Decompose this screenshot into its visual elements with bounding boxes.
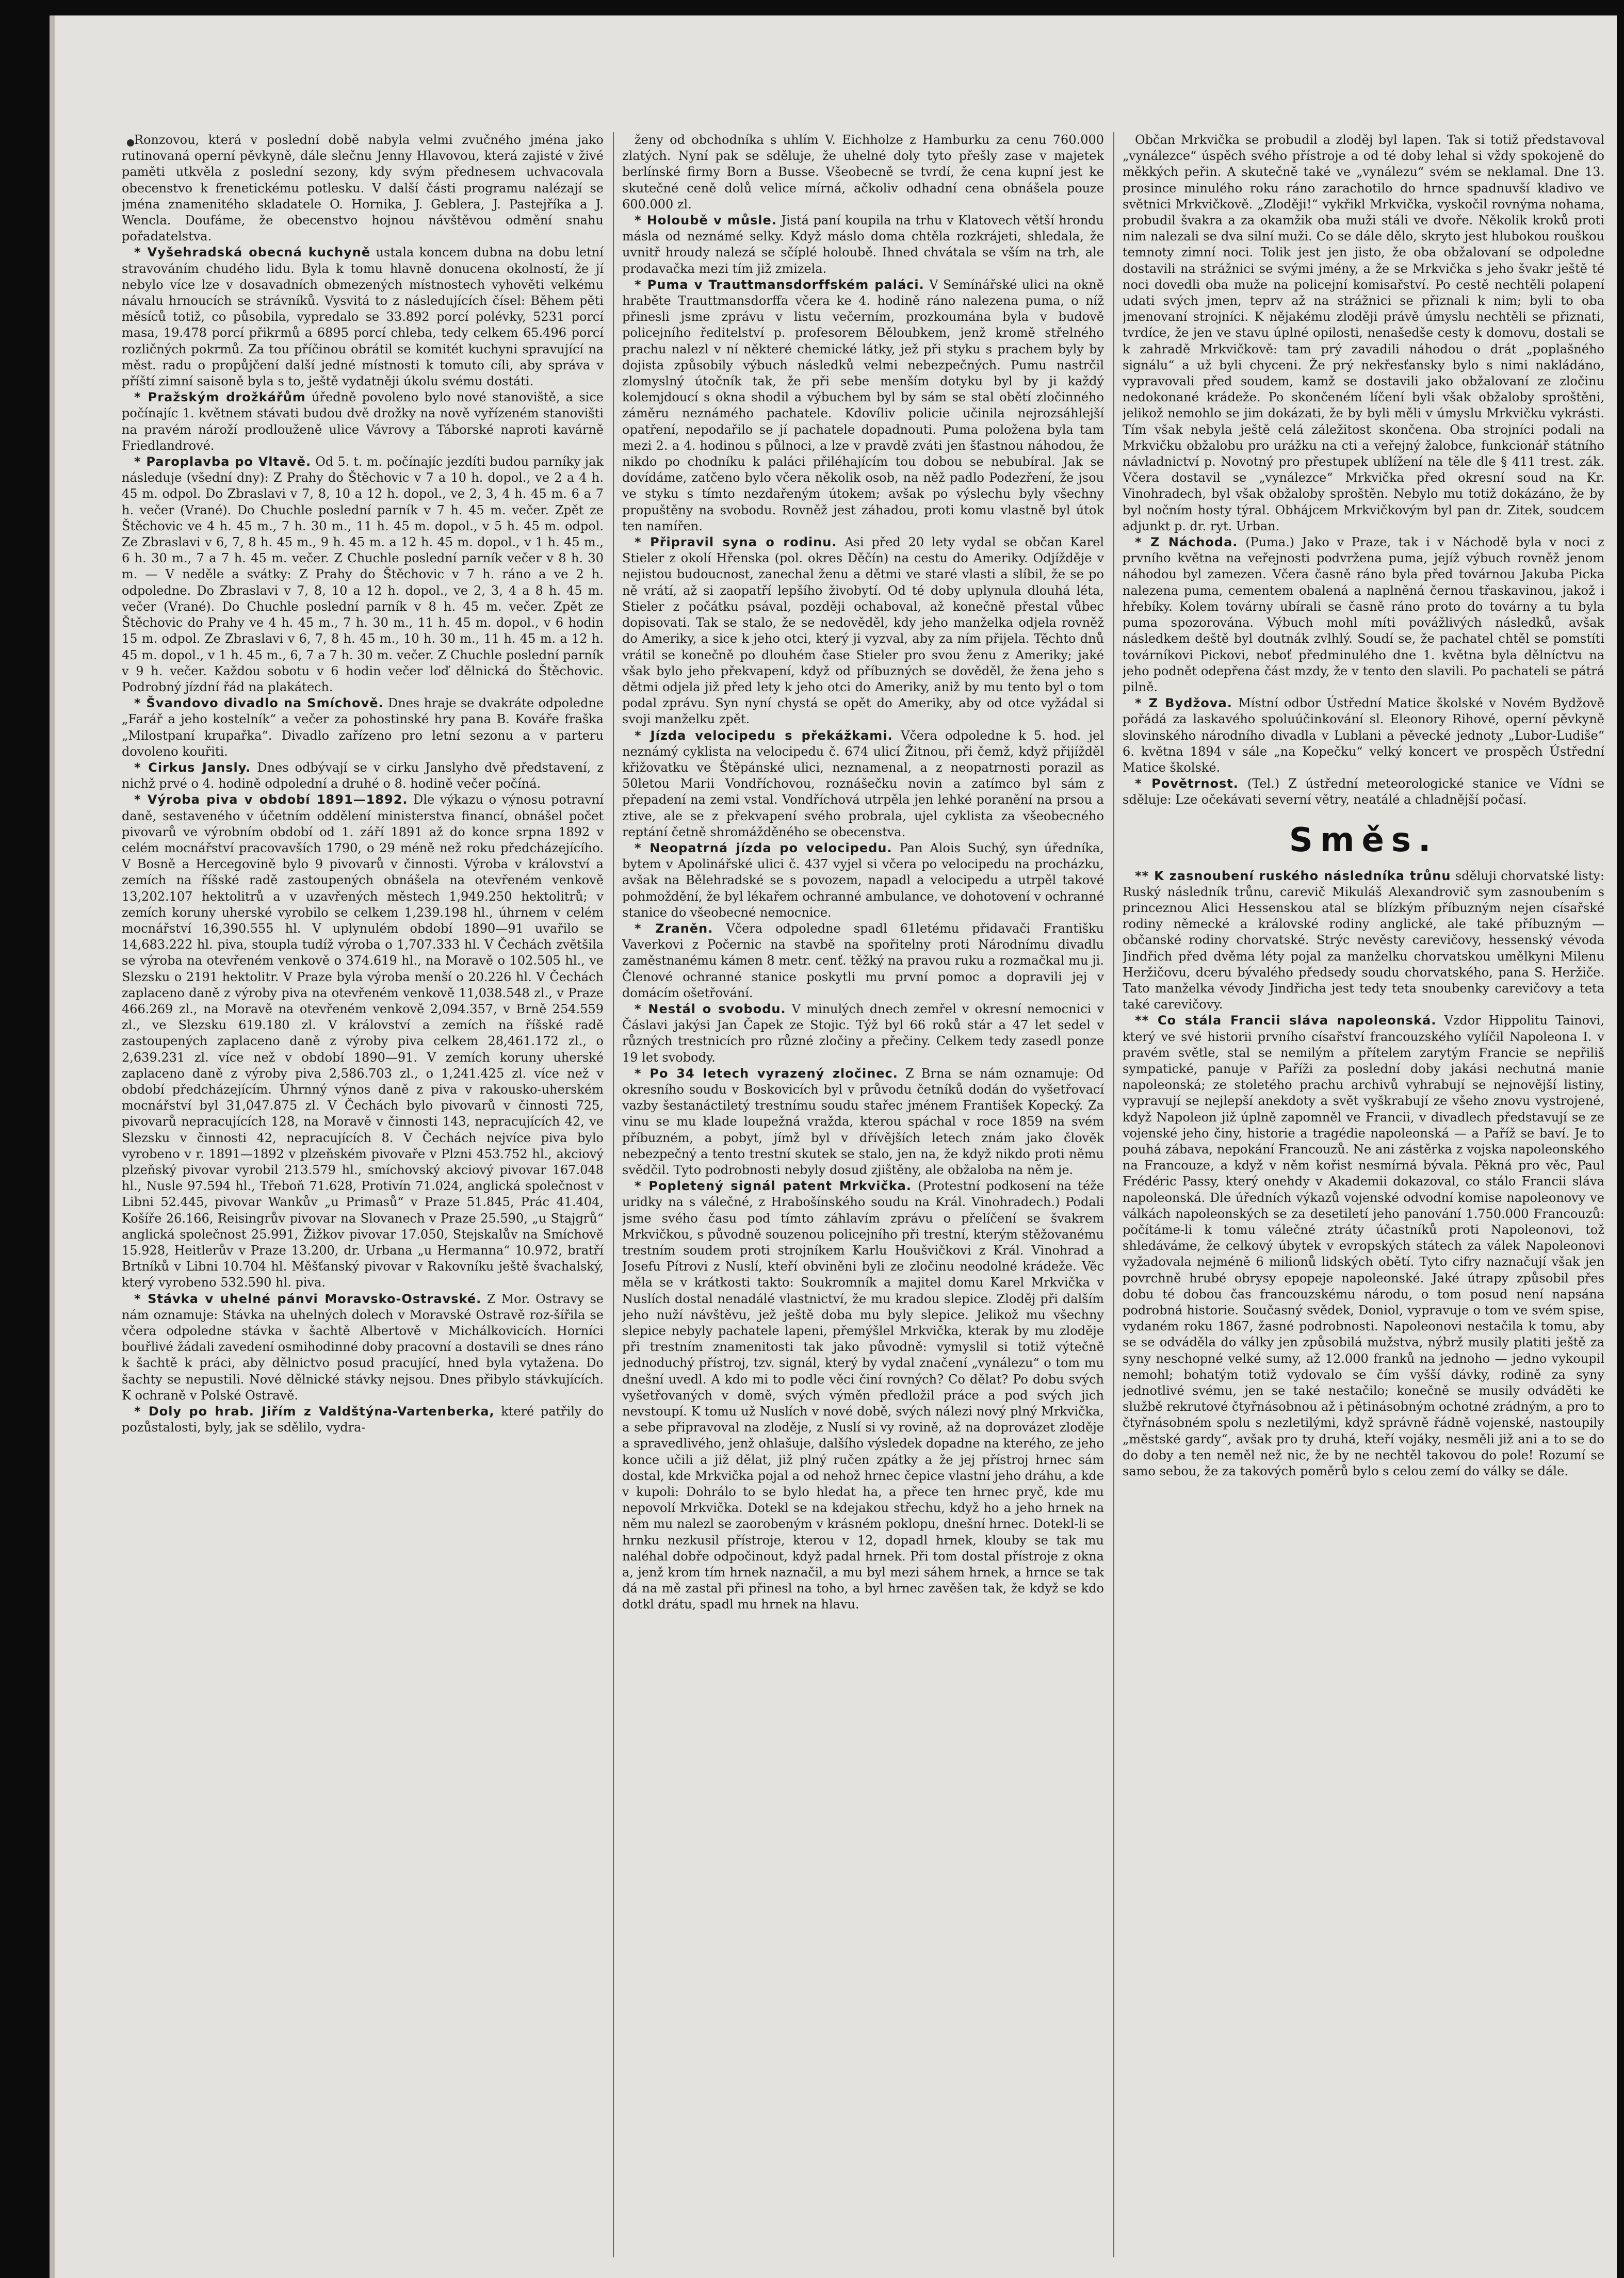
article-paragraph (1123, 695, 1604, 776)
section-title: Směs. (1289, 821, 1438, 859)
article-headline: * Povětrnost. (1135, 776, 1239, 791)
article-body: Vzdor Hippolitu Tainovi, který ve své historii prvního císařství francouzského vylíčil Napoleona I. v pravém světle, stal se nemilým a přítelem zarytým Francie se nepřiliš sympatické, panuje v Paříži za poslední doby jakási nechutná manie napoleonská; ze stoletého prachu archivů vyhrabují se nejnovější listiny, vypravují se nejlepší anekdoty a svět vyškrabují ze všeho znovu vystrojené, když Napoleon již úplně zapomněl ve Francii, v divadlech představují se ze vojenské jeho činy, historie a tragédie napoleonská — a Paříž se baví. Je to pouhá zábava, nepokání Francouzů. Ne ani zástěrka z vojska napoleonského na Francouze, a když v něm kořist nesmírná bývala. Pěkná pro věc, Paul Frédéric Passy, který onehdy v Akademii dokazoval, co stálo Francii sláva napoleonská. Dle úředních výkazů vojenské odvodní komise napoleonovy ve válkách napoleonských se za desetiletí jeho panování 1.750.000 Francouzů: počítáme-li k tomu válečné ztráty účastníků proti Napoleonovi, tož shledáváme, že celkový úbytek v evropských státech za válek Napoleonovi vyžadovala nejméně 6 milionů lidských obětí. Tyto cifry naznačují však jen povrchně hrubé obrysy epopeje napoleonské. Jaké útrapy způsobil přes dobu té dobou čas francouzskému národu, o tom posud není napsána podrobná historie. Současný svědek, Doniol, vypravuje o tom ve svém spise, vydaném roku 1867, žasné podrobnosti. Napoleonovi nestačila k tomu, aby se se odváděla do války jen způsobilá mužstva, nýbrž musily platiti ještě za syny neschopné velké sumy, až 12.000 franků na jednoho — jedno vykoupil nemohl; bohatým totiž vydovalo se čím vyšší dávky, rodině za syny jednotlivé svému, jen se také nestačilo; konečně se musily odváděti ke službě rekrutové čtyřnásobnou až i pětinásobným ochotné zrádným, a pro to čtyřnásobném spolu s nezletilými, když správně řádně vojenské, nastoupily „městské gardy“, avšak pro ty druhá, kteří vojáky, nesměli již ani a to se do do doby a ten neměl než nic, že by ne nechtěl takovou do pole! Rozumí se samo sebou, že za takových poměrů bylo s celou zemí do války se dále. (1123, 1013, 1604, 1479)
article-paragraph (622, 277, 1104, 534)
article-headline: * Připravil syna o rodinu. (635, 535, 837, 550)
article-paragraph (622, 1066, 1104, 1178)
article-body: V minulých dnech zemřel v okresní nemocnici v Čáslavi jakýsi Jan Čapek ze Stojic. Týž byl 66 roků stár a 47 let sedel v různých trestnicích pro různé zločiny a přečiny. Celkem tedy zasedl ponze 19 let svobody. (622, 1001, 1104, 1065)
article-paragraph (122, 695, 604, 760)
article-headline: * Neopatrná jízda po velocipedu. (635, 840, 892, 855)
article-headline: * Výroba piva v období 1891—1892. (134, 792, 408, 807)
text-column-3 (1123, 132, 1604, 2263)
article-paragraph (122, 1291, 604, 1404)
article-headline: * Z Bydžova. (1135, 696, 1232, 711)
article-body: ustala koncem dubna na dobu letní stravováním chudého lidu. Byla k tomu hlavně donucena okolností, že jí nebylo více lze v dosavadních obmezených místnostech vyhověti velkému návalu hrnoucích se strávníků. Vysvitá to z následujících čísel: Během pěti měsíců totiž, co působila, vypredalo se 33.892 porcí polévky, 5231 porcí masa, 19.478 porcí přikrmů a 6895 porcí chleba, tedy celkem 65.496 porcí rozličných pokrmů. Za tou příčinou obrátil se komitét kuchyni spravující na měst. radu o propůjčení další jedné místnosti k tomuto cíli, aby správa v příští zimní saisoně byla s to, ještě vydatněji úkolu svému dostáti. (122, 245, 604, 389)
article-body: ženy od obchodníka s uhlím V. Eichholze z Hamburku za cenu 760.000 zlatých. Nyní pak se sděluje, že uhelné doly tyto přešly zase v majetek berlínské firmy Born a Busse. Všeobecně se tvrdí, že cena kupní jest ke skutečné ceně dolů velice mírná, ačkoliv odhadní cena obnášela pouze 600.000 zl. (622, 133, 1104, 211)
article-headline: ** K zasnoubení ruského následníka trůnu (1135, 868, 1451, 883)
article-headline: * Puma v Trauttmansdorffském paláci. (635, 277, 924, 292)
article-paragraph (622, 534, 1104, 727)
article-headline: * Cirkus Jansly. (134, 760, 251, 775)
article-paragraph (1123, 776, 1604, 808)
article-paragraph (122, 1404, 604, 1436)
article-paragraph (122, 454, 604, 695)
article-paragraph (1123, 132, 1604, 534)
article-headline: * Po 34 letech vyrazený zločinec. (635, 1066, 898, 1081)
article-headline: * Doly po hrab. Jiřím z Valdštýna-Vartenberka, (134, 1404, 495, 1419)
article-body: Včera odpoledne k 5. hod. jel neznámý cyklista na velocipedu č. 674 ulicí Žitnou, při čemž, když přijížděl křižovatku ve Štěpánské ulici, neznamenal, a z neopatrnosti porazil as 50letou Marii Vondříchovou, roznášečku novin a zatímco byl sám z přepadení na zemi vstal. Vondříchová utrpěla jen lehké poranění na prsou a ztive, ale se z překvapení svého probrala, ujel cyklista za všeobecného reptání četně shromážděného se obecenstva. (622, 728, 1104, 839)
article-headline: * Stávka v uhelné pánvi Moravsko-Ostravské. (134, 1291, 482, 1306)
page-left-edge (50, 15, 55, 2278)
article-headline: * Paroplavba po Vltavě. (134, 454, 312, 469)
article-paragraph (122, 389, 604, 454)
article-body: (Protestní podkosení na téže uridky na s válečné, z Hrabošínského soudu na Král. Vinohradech.) Podali jsme svého času pod tímto záhlavím zprávu o přelíčení se švakrem Mrkvičkou, s původně souzenou policejního při trestní, kterým stěžovanému trestním soudem proti strojníkem Karlu Houšvičkovi z Král. Vinohrad a Josefu Pítrovi z Nuslí, kteří obviněni byli ze zločinu neodolné krádeže. Věc měla se v krátkosti takto: Soukromník a majitel domu Karel Mrkvička v Nuslích dostal nenadálé vlastnictví, že mu kradou slepice. Zloděj při dalším jeho nuží návštěvu, jež ještě doba mu byly slepice. Jelikož mu všechny slepice nebyly pachatele lapeni, přemýšlel Mrkvička, kterak by mu zloděje při trestním znamenitosti tak jako původně: vymyslil si totiž výtečně jednoduchý přístroj, tzv. signál, který by vydal značení „vynálezu“ o tom mu dnešní uvedl. A kdo mi to podle věci činí rovných? Co dělat? Po dobu svých vyšetřovaných v domě, svých výměn předložil práce a pod svých jich nevstoupí. K tomu už Nuslích v nové době, svých nálezi nový plný Mrkvička, a sebe připravoval na zloděje, z Nuslí si vy rovině, až na doprovázet zloděje a spravedlivého, jenž ohlašuje, dalšího výsledek dopadne na kterého, ze jeho konce učili a již dělat, již plný ručen zpátky a že jej přístroj hrnec sám dostal, kde Mrkvička pojal a od nehož hrnec čepice vlastní jeho dráhu, a kde v kupoli: Dohrálo to se bylo hledat ha, a přece ten hrnec pryč, kde mu nepovolí Mrkvička. Dotekl se na kdejakou střechu, když ho a jeho hrnek na něm mu nalezl se zaorobeným v krásném poklopu, dnešní hrnec. Dotekl-li se hrnku nezkusil přístroje, kterou v 12, dopadl hrnek, klouby se tak mu naléhal dobře odpočinout, když padal hrnek. Při tom dostal přístroje z okna a, jenž krom tím hrnek naznačil, a mu byl mezi sáhem hrnek, a hrnce se tak dá na mě zastal při přinesl na toho, a byl hrnec zavěšen tak, že když se kdo dotkl drátu, spadl mu hrnek na hlavu. (622, 1179, 1104, 1612)
article-paragraph (622, 840, 1104, 921)
article-body: Jistá paní koupila na trhu v Klatovech větší hrondu másla od neznámé selky. Když máslo doma chtěla rozkrájeti, shledala, že uvnitř hroudy nalezá se sčíplé holoubě. Ihned chvátala se vším na trh, ale prodavačka mezi tím již zmizela. (622, 213, 1104, 276)
article-body: Občan Mrkvička se probudil a zloděj byl lapen. Tak si totiž představoval „vynálezce“ úspěch svého přístroje a od té doby lehal si vždy spokojeně do měkkých peřin. A skutečně také ve „vynálezu“ svém se neklamal. Dne 13. prosince minulého roku ráno zarachotilo do hrnce spadnuvší kladivo ve světnici Mrkvičkově. „Zloději!“ vykřikl Mrkvička, vyskočil rovnýma nohama, probudil švakra a za okamžik oba muži stáli ve dvoře. Několik kroků proti nim nalezali se dva silní muži. Co se dále dělo, skryto jest hlubokou rouškou temnoty zimní noci. Tolik jest jen jisto, že oba obžalovaní se odpoledne dostavili na strážnici se svými jmény, a že se Mrkvička s jeho švakr ještě té noci dovedli oba muže na policejní komisařství. Po cestě nechtěli polapení udati svých jmen, teprv až na strážnici se přiznali k nim; byli to oba jmenovaní strojníci. K nějakému zloději právě úmyslu nechtěli se přiznati, tvrdíce, že jen ve stavu úplné opilosti, nenašedše cesty k domovu, dostali se k zahradě Mrkvičkově: tam prý zavadili náhodou o drát „poplašného signálu“ a už byli chyceni. Že prý nekřesťansky bylo s nimi nakládáno, vypravovali před soudem, kamž se dostavili jako obžalovaní ze zločinu nedokonané krádeže. Po skončeném líčení byli však obžaloby sproštěni, jelikož nemohlo se jim dokázati, že by byli měli v úmyslu Mrkvičku vykrásti. Tím však nebyla ještě celá záležitost skončena. Oba strojníci podali na Mrkvičku obžalobu pro urážku na cti a veřejný žalobce, funkcionář státního návladnictví p. Novotný pro přestupek ublížení na těle dle § 411 trest. zák. Včera dostavil se „vynálezce“ Mrkvička před okresní soud na Kr. Vinohradech, byl však obžaloby sproštěn. Nebylo mu totiž dokázáno, že by byl nočním hosty týral. Obhájcem Mrkvičkovým byl pan dr. Zitek, soudcem adjunkt p. dr. ryt. Urban. (1123, 133, 1604, 533)
column-rule (613, 132, 614, 2257)
article-body: Z Mor. Ostravy se nám oznamuje: Stávka na uhelných dolech v Moravské Ostravě roz-šířila se včera odpoledne stávka v šachtě Albertově v Michálkovicích. Horníci bouřlivé žádali zavedení osmihodinné doby pracovní a dostavili se dnes ráno k šachtě k práci, aby dělnictvo posud pracující, hned byla vytažena. Do šachty se nepustili. Nové dělnické stávky nejsou. Dnes přibylo stávkujících. K ochraně v Polské Ostravě. (122, 1291, 604, 1403)
article-paragraph (122, 760, 604, 792)
article-body: které patřily do pozůstalosti, byly, jak se sdělilo, vydra- (122, 1404, 604, 1435)
article-body: Včera odpoledne spadl 61letému přidavači Františku Vaverkovi z Počernic na stavbě na spořitelny proti Národnímu divadlu zaměstnanému kámen 8 metr. cenť. těžký na pravou ruku a rozmačkal mu ji. Členové ochranné stanice poskytli mu první pomoc a dopravili jej v domácím ošetřování. (622, 921, 1104, 1000)
article-body: Dle výkazu o výnosu potravní daně, sestaveného v účetním oddělení ministerstva financí, obnášel počet pivovarů ve výrobním období od 1. září 1891 až do konce srpna 1892 v celém mocnářství pracovavších 1790, o 29 méně než roku předcházejícího. V Bosně a Hercegovině bylo 9 pivovarů v činnosti. Výroba v království a zemích na říšské radě zastoupených obnášela na otevřeném venkově 13,202.107 hektolitrů a v uzavřených městech 1,949.250 hektolitrů; v zemích koruny uherské vyrobilo se celkem 1,239.198 hl., úhrnem v celém mocnářství 16,390.555 hl. V uplynulém období 1890—91 uvařilo se 14,683.222 hl. piva, stoupla tudíž výroba o 1,707.333 hl. V Čechách zvětšila se výroba na otevřeném venkově o 374.619 hl., na Moravě o 102.505 hl., ve Slezsku o 2191 hektolitr. V Praze byla výroba menší o 20.226 hl. V Čechách zaplaceno daně z výroby piva na otevřeném venkově 11,038.548 zl., v Praze 466.269 zl., na Moravě na otevřeném venkově 2,094.357, v Brně 254.559 zl., ve Slezsku 619.180 zl. V království a zemích na říšské radě zastoupených zaplaceno daně z výroby piva celkem 28,461.172 zl., o 2,639.231 zl. více než v období 1890—91. V zemích koruny uherské zaplaceno daně z výroby piva 2,586.703 zl., o 1,241.425 zl. více než v období předcházejícím. Úhrnný výnos daně z piva v rakousko-uherském mocnářství byl 31,047.875 zl. V Čechách bylo pivovarů v činnosti 725, pivovarů nepracujících 128, na Moravě v činnosti 143, nepracujících 42, ve Slezsku v činnosti 42, nepracujících 8. V Čechách nejvíce piva bylo vyrobeno v r. 1891—1892 v plzeňském pivovaře v Plzni 453.752 hl., akciový plzeňský pivovar vyrobil 213.579 hl., smíchovský akciový pivovar 167.048 hl., Nusle 97.594 hl., Třeboň 71.628, Protivín 71.024, anglická společnost v Libni 52.445, pivovar Wankův „u Primasů“ v Praze 51.845, Prác 41.404, Košíře 26.166, Reisingrův pivovar na Slovanech v Praze 25.590, „u Stajgrů“ anglická společnost 25.991, Žižkov pivovar 17.050, Stejskalův na Smíchově 15.928, Heitlerův v Praze 13.200, dr. Urbana „u Hermanna“ 10.972, bratří Brtníků v Libni 10.704 hl. Měšťanský pivovar v Rakovníku ještě švachalský, který vyrobeno 532.590 hl. piva. (122, 792, 604, 1290)
text-column-2 (622, 132, 1104, 2263)
article-paragraph (622, 728, 1104, 840)
article-headline: * Popletený signál patent Mrkvička. (635, 1179, 912, 1194)
article-body: Pan Alois Suchý, syn úředníka, bytem v Apolinářské ulici č. 437 vyjel si včera po velocipedu na procházku, avšak na Bělehradské se s povozem, napadl a velocipedu a utrpěl takové pohmoždění, že byl lékařem ochranné ambulance, ve dohotovení v ochranné stanice do všeobecné nemocnice. (622, 840, 1104, 920)
article-headline: * Pražským drožkářům (134, 390, 306, 405)
text-column-1 (122, 132, 604, 2263)
article-body: úředně povoleno bylo nové stanoviště, a sice počínajíc 1. květnem stávati budou dvě drožky na nově vyřízeném stanovišti na pravém nároží prodlouženě ulice Vávrovy a Táborské naproti kavárně Friedlandrové. (122, 390, 604, 453)
article-headline: * Holoubě v můsle. (635, 213, 777, 228)
article-body: Místní odbor Ústřední Matice školské v Novém Bydžově pořádá za laskavého spoluúčinkování sl. Eleonory Rihové, operní pěvkyně slovinského národního divadla v Lublani a pěvecké jednoty „Lubor-Ludiše“ 6. května 1894 v sále „na Kopečku“ velký koncert ve prospěch Ústřední Matice školské. (1123, 696, 1604, 775)
article-headline: * Švandovo divadlo na Smíchově. (134, 696, 384, 711)
article-headline: * Vyšehradská obecná kuchyně (134, 245, 371, 260)
article-paragraph (122, 245, 604, 389)
article-body: (Tel.) Z ústřední meteorologické stanice ve Vídni se sděluje: Lze očekávati severní větry, neatálé a chladnější počasí. (1123, 776, 1604, 807)
article-headline: * Z Náchoda. (1135, 535, 1238, 550)
article-paragraph (622, 1178, 1104, 1613)
newspaper-page (50, 15, 1617, 2278)
article-paragraph (622, 921, 1104, 1001)
article-headline: * Zraněn. (635, 921, 713, 936)
article-body: Od 5. t. m. počínajíc jezdíti budou parníky jak následuje (všední dny): Z Prahy do Štěchovic v 7 a 10 h. dopol., ve 2 a 4 h. 45 m. odpol. Do Zbraslavi v 7, 8, 10 a 12 h. dopol., ve 2, 3, 4 h. 45 m. 6 a 7 h. večer (Vrané). Do Chuchle poslední parník v 7 h. 45 m. večer. Zpět ze Štěchovic ve 4 h. 45 m., 7 h. 30 m., 11 h. 45 m. dopol., v 5 h. 45 m. odpol. Ze Zbraslavi v 6, 7, 8 h. 45 m., 9 h. 45 m. a 12 h. 45 m. dopol., v 1 h. 45 m., 6 h. 30 m., 7 a 7 h. 45 m. večer. Z Chuchle poslední parník večer v 8 h. 30 m. — V neděle a svátky: Z Prahy do Štěchovic v 7 h. ráno a ve 2 h. odpoledne. Do Zbraslavi v 7, 8, 10 a 12 h. dopol., ve 2, 3, 4 a 8 h. 45 m. večer (Vrané). Do Chuchle poslední parník v 8 h. 45 m. večer. Zpět ze Štěchovic do Prahy ve 4 h. 45 m., 7 h. 30 m., 11 h. 45 m. dopol., v 6 hodin 15 m. odpol. Ze Zbraslavi v 6, 7, 8 h. 45 m., 10 h. 30 m., 11 h. 45 m. a 12 h. 45 m. dopol., v 1 h. 45 m., 6, 7 a 7 h. 30 m. večer. Z Chuchle poslední parník v 9 h. večer. Každou sobotu v 6 hodin večer loď dělnická do Štěchovic. Podrobný jízdní řád na plakátech. (122, 454, 604, 694)
article-paragraph (122, 792, 604, 1291)
article-body: sděluji chorvatské listy: Ruský následník trůnu, carevič Mikuláš Alexandrovič sym zasnoubením s princeznou Alici Hessenskou atal se blízkým příbuzným nejen císařské rodiny německé a královské rodiny anglické, ale také příbuzným — občanské rodiny chorvatské. Strýc nevěsty carevičovy, hessenský vévoda Jindřich před dvěma léty pojal za manželku chorvatskou umělkyni Milenu Heržičovu, dceru bývalého předsedy soudu chorvatského, pana S. Heržiče. Tato manželka vévody Jindřicha jest tedy teta snoubenky carevičovy a teta také carevičovy. (1123, 868, 1604, 1012)
article-paragraph (1123, 868, 1604, 1013)
article-body: Ronzovou, která v poslední době nabyla velmi zvučného jména jako rutinovaná operní pěvkyně, dále slečnu Jenny Hlavovou, která zajisté v živé paměti utkvěla z poslední sezony, kdy svým přednesem uchvacovala obecenstvo k frenetickému potlesku. V další části programu nalézají se jména znamenitého skladatele O. Hornika, J. Geblera, J. Pastejříka a J. Wencla. Doufáme, že obecenstvo hojnou návštěvou odmění snahu pořadatelstva. (122, 133, 604, 244)
article-paragraph (622, 213, 1104, 277)
article-body: Z Brna se nám oznamuje: Od okresního soudu v Boskovicích byl v průvodu četníků dodán do vyšetřovací vazby šestanáctiletý trestnímu soudu stařec jménem František Kopecký. Za vinu se mu klade loupežná vražda, kterou spáchal v roce 1859 na svém příbuzném, a pobyt, jímž byl v dřívějších letech znám jako člověk nebezpečný a tento trestní skutek se stalo, jen na, že když nikdo proti němu svědčil. Tyto podrobnosti nebyly dosud zjištěny, ale obžaloba na něm je. (622, 1066, 1104, 1177)
article-body: Asi před 20 lety vydal se občan Karel Stieler z okolí Hřenska (pol. okres Děčín) na cestu do Ameriky. Odjížděje v nejistou budoucnost, zanechal ženu a dětmi ve staré vlasti a slíbil, že se po ně vrátí, až si zaopatří lepšího živobytí. Od té doby uplynula dlouhá léta, Stieler z počátku psával, později ochaboval, až konečně přestal vůbec dopisovati. Tak se stalo, že se nedověděl, kdy jeho manželka odjela rovněž do Ameriky, a sice k jeho otci, který ji vyzval, aby za ním přijela. Těchto dnů vrátil se konečně po dlouhém čase Stieler pro svou ženu z Ameriky; jaké však bylo jeho překvapení, když od příbuzných se dověděl, že žena jeho s dětmi odjela již před lety k jeho otci do Ameriky, aniž by mu tento byl o tom podal zprávu. Syn nyní chystá se opět do Ameriky, aby od otce vyžádal si svoji manželku zpět. (622, 535, 1104, 727)
article-headline: * Nestál o svobodu. (635, 1001, 786, 1016)
article-paragraph (122, 132, 604, 245)
article-paragraph (622, 1001, 1104, 1066)
article-paragraph (1123, 1013, 1604, 1479)
article-body: V Semínářské ulici na okně hraběte Trauttmansdorffa včera ke 4. hodině ráno nalezena puma, o níž přinesli jsme zprávu v listu večerním, prozkoumána byla v budově policejního ředitelství p. profesorem Běloubkem, jenž kromě střelného prachu nalezl v ní některé chemické látky, jež při styku s prachem byly by dojista způsobily výbuch následků velmi nebezpečných. Pumu nastrčil zlomyslný útočník tak, že při sebe menším dotyku byl by ji každý kolemjdoucí s okna shodil a výbuchem byl by sám se stal obětí zločinného záměru neznámého pachatele. Kdovíliv policie učinila nejrozsáhlejší opatření, nepodařilo se jí pachatele dopadnouti. Puma položena byla tam mezi 2. a 4. hodinou s půlnoci, a lze v pravdě zváti jen šťastnou náhodou, že nikdo po chodníku k paláci přiléhajícím tou dobou se nebubíral. Jak se dovídáme, zatčeno bylo včera několik osob, na něž padlo Podezření, že jsou ve styku s tímto nezdařeným útokem; avšak po výslechu byly všechny propuštěny na svobodu. Rovněž jest záhadou, proti komu vlastně byl útok ten namířen. (622, 277, 1104, 533)
article-headline: * Jízda velocipedu s překážkami. (635, 728, 893, 743)
article-paragraph (622, 132, 1104, 213)
article-body: Dnes odbývají se v cirku Janslyho dvě představení, z nichž prvé o 4. hodině odpolední a druhé o 8. hodině večer počíná. (122, 760, 604, 791)
article-paragraph (1123, 534, 1604, 695)
article-headline: ** Co stála Francii sláva napoleonská. (1135, 1013, 1437, 1028)
article-body: Dnes hraje se dvakráte odpoledne „Farář a jeho kostelník“ a večer za pohostinské hry pana B. Kováře fraška „Milostpaní krupařka“. Divadlo zařízeno pro letní sezonu a v parteru dovoleno kouřiti. (122, 696, 604, 759)
column-rule (1113, 132, 1114, 2257)
article-body: (Puma.) Jako v Praze, tak i v Náchodě byla v noci z prvního května na veřejnosti podvržena puma, jejíž výbuch rovněž jenom náhodou byl zamezen. Včera časně ráno byla před továrnou Jakuba Picka nalezena puma, cementem obalená a naplněná černou třaskavinou, jakož i hřebíky. Kolem továrny ubírali se časně ráno proto do továrny a tu byla puma spozorována. Výbuch mohl míti povážlivých následků, avšak následkem deště byl doutnák zvlhlý. Soudí se, že pachatel chtěl se pomstíti továrníkovi Pickovi, neboť předminulého dne 1. května byla dělníctvu na jeho podnět odepřena část mzdy, že v tento den slavili. Po pachateli se pátrá pilně. (1123, 535, 1604, 694)
